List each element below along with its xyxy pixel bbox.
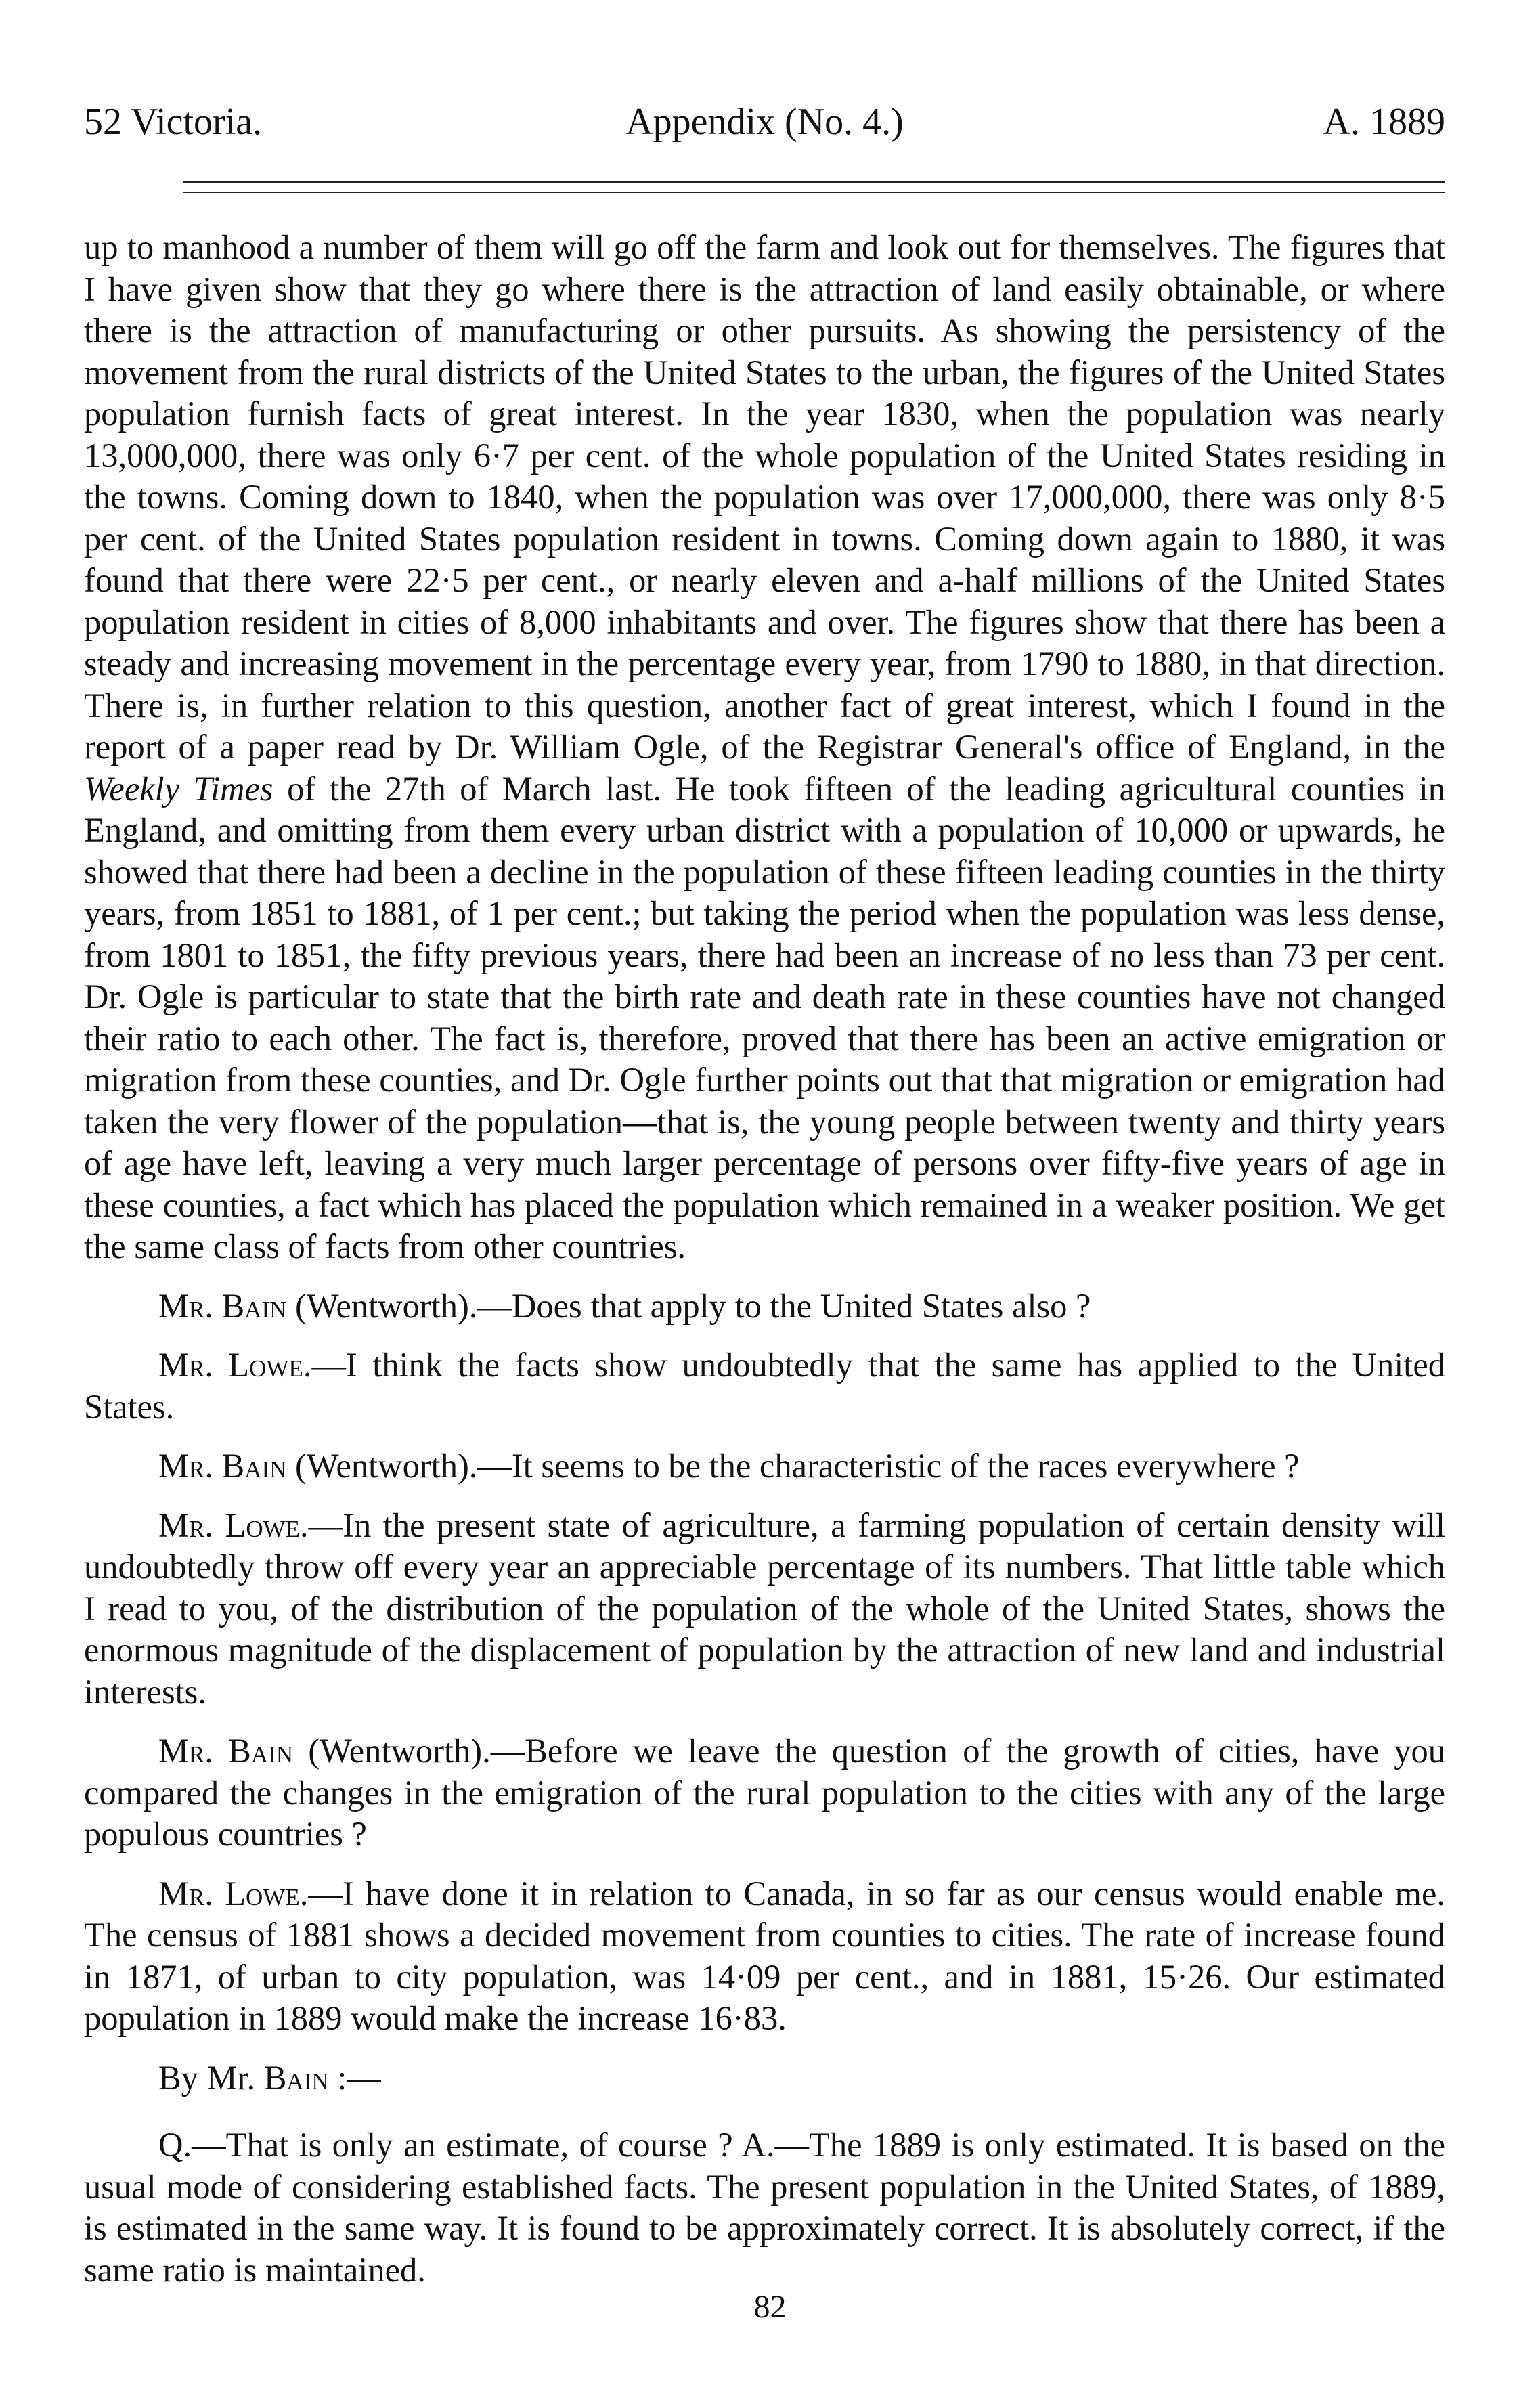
paragraph-bain-question-1 [84, 1286, 1445, 1328]
body-text [84, 227, 1445, 2309]
speech-text: (Wentworth).—Before we leave the question of the growth of cities, have you compared the changes in the emigration of the rural population to the cities with any of the large populous countries ? [84, 1732, 1446, 1853]
qa-text: Q.—That is only an estimate, of course ? A.—The 1889 is only estimated. It is based on the usual mode of considering established facts. The present population in the United States, of 1889, is estimated in the same way. It is found to be approximately correct. It is absolutely correct, if the same ratio is maintained. [84, 2126, 1445, 2289]
page-number: 82 [753, 2289, 787, 2325]
examination-by-line [84, 2057, 1445, 2099]
speaker-name: Mr. Lowe. [158, 1346, 312, 1384]
by-line-prefix: By Mr. [158, 2058, 256, 2097]
by-line-name: Bain [263, 2058, 329, 2097]
speech-text: —I think the facts show undoubtedly that the same has applied to the United States. [84, 1346, 1445, 1426]
header-rule-bottom [183, 192, 1445, 193]
header-session: 52 Victoria. [84, 101, 263, 143]
speech-text: (Wentworth).—It seems to be the characteristic of the races everywhere ? [295, 1447, 1300, 1485]
speech-text: —I have done it in relation to Canada, in so far as our census would enable me. The census of 1881 shows a decided movement from counties to cities. The rate of increase found in 1871, of urban to city population, was 14·09 per cent., and in 1881, 15·26. Our estimated population in 1889 would make the increase 16·83. [84, 1874, 1445, 2037]
speaker-name: Mr. Bain [158, 1447, 287, 1485]
speech-text: —In the present state of agriculture, a farming population of certain density will undoubtedly throw off every year an appreciable percentage of its numbers. That little table which I read to you, of the distribution of the population of the whole of the United States, shows the enormous magnitude of the displacement of population by the attraction of new land and industrial interests. [84, 1506, 1445, 1711]
paragraph-lowe-answer-2 [84, 1505, 1445, 1713]
header-rule-top [183, 181, 1445, 183]
speaker-name: Mr. Bain [158, 1286, 287, 1325]
paragraph-bain-question-2 [84, 1445, 1445, 1487]
newspaper-title: Weekly Times [84, 769, 273, 808]
paragraph-question-answer [84, 2124, 1445, 2291]
by-line-suffix: :— [337, 2058, 381, 2097]
paragraph-migration [84, 227, 1445, 1268]
paragraph-text: up to manhood a number of them will go off the farm and look out for themselves. The figures that I have given show that they go where there is the attraction of land easily obtainable, or where there is the attraction of manufacturing or other pursuits. As showing the persistency of the movement from the rural districts of the United States to the urban, the figures of the United States population furnish facts of great interest. In the year 1830, when the population was nearly 13,000,000, there was only 6·7 per cent. of the whole population of the United States residing in the towns. Coming down to 1840, when the population was over 17,000,000, there was only 8·5 per cent. of the United States population resident in towns. Coming down again to 1880, it was found that there were 22·5 per cent., or nearly eleven and a-half millions of the United States population resident in cities of 8,000 inhabitants and over. The figures show that there has been a steady and increasing movement in the percentage every year, from 1790 to 1880, in that direction. There is, in further relation to this question, another fact of great interest, which I found in the report of a paper read by Dr. William Ogle, of the Registrar General's office of England, in the [84, 228, 1445, 766]
paragraph-lowe-answer-3 [84, 1873, 1445, 2040]
running-header [84, 95, 1445, 149]
speaker-name: Mr. Bain [158, 1732, 294, 1770]
header-year: A. 1889 [1323, 101, 1445, 143]
header-appendix: Appendix (No. 4.) [625, 101, 904, 143]
paragraph-bain-question-3 [84, 1730, 1445, 1856]
speaker-name: Mr. Lowe. [158, 1506, 309, 1544]
speaker-name: Mr. Lowe. [158, 1874, 309, 1913]
speech-text: (Wentworth).—Does that apply to the United States also ? [295, 1286, 1091, 1325]
paragraph-lowe-answer-1 [84, 1345, 1445, 1428]
paragraph-text-continued: of the 27th of March last. He took fifteen of the leading agricultural counties in England, and omitting from them every urban district with a population of 10,000 or upwards, he showed that there had been a decline in the population of these fifteen leading counties in the thirty years, from 1851 to 1881, of 1 per cent.; but taking the period when the population was less dense, from 1801 to 1851, the fifty previous years, there had been an increase of no less than 73 per cent. Dr. Ogle is particular to state that the birth rate and death rate in these counties have not changed their ratio to each other. The fact is, therefore, proved that there has been an active emigration or migration from these counties, and Dr. Ogle further points out that that migration or emigration had taken the very flower of the population—that is, the young people between twenty and thirty years of age have left, leaving a very much larger percentage of persons over fifty-five years of age in these counties, a fact which has placed the population which remained in a weaker position. We get the same class of facts from other countries. [84, 769, 1445, 1265]
